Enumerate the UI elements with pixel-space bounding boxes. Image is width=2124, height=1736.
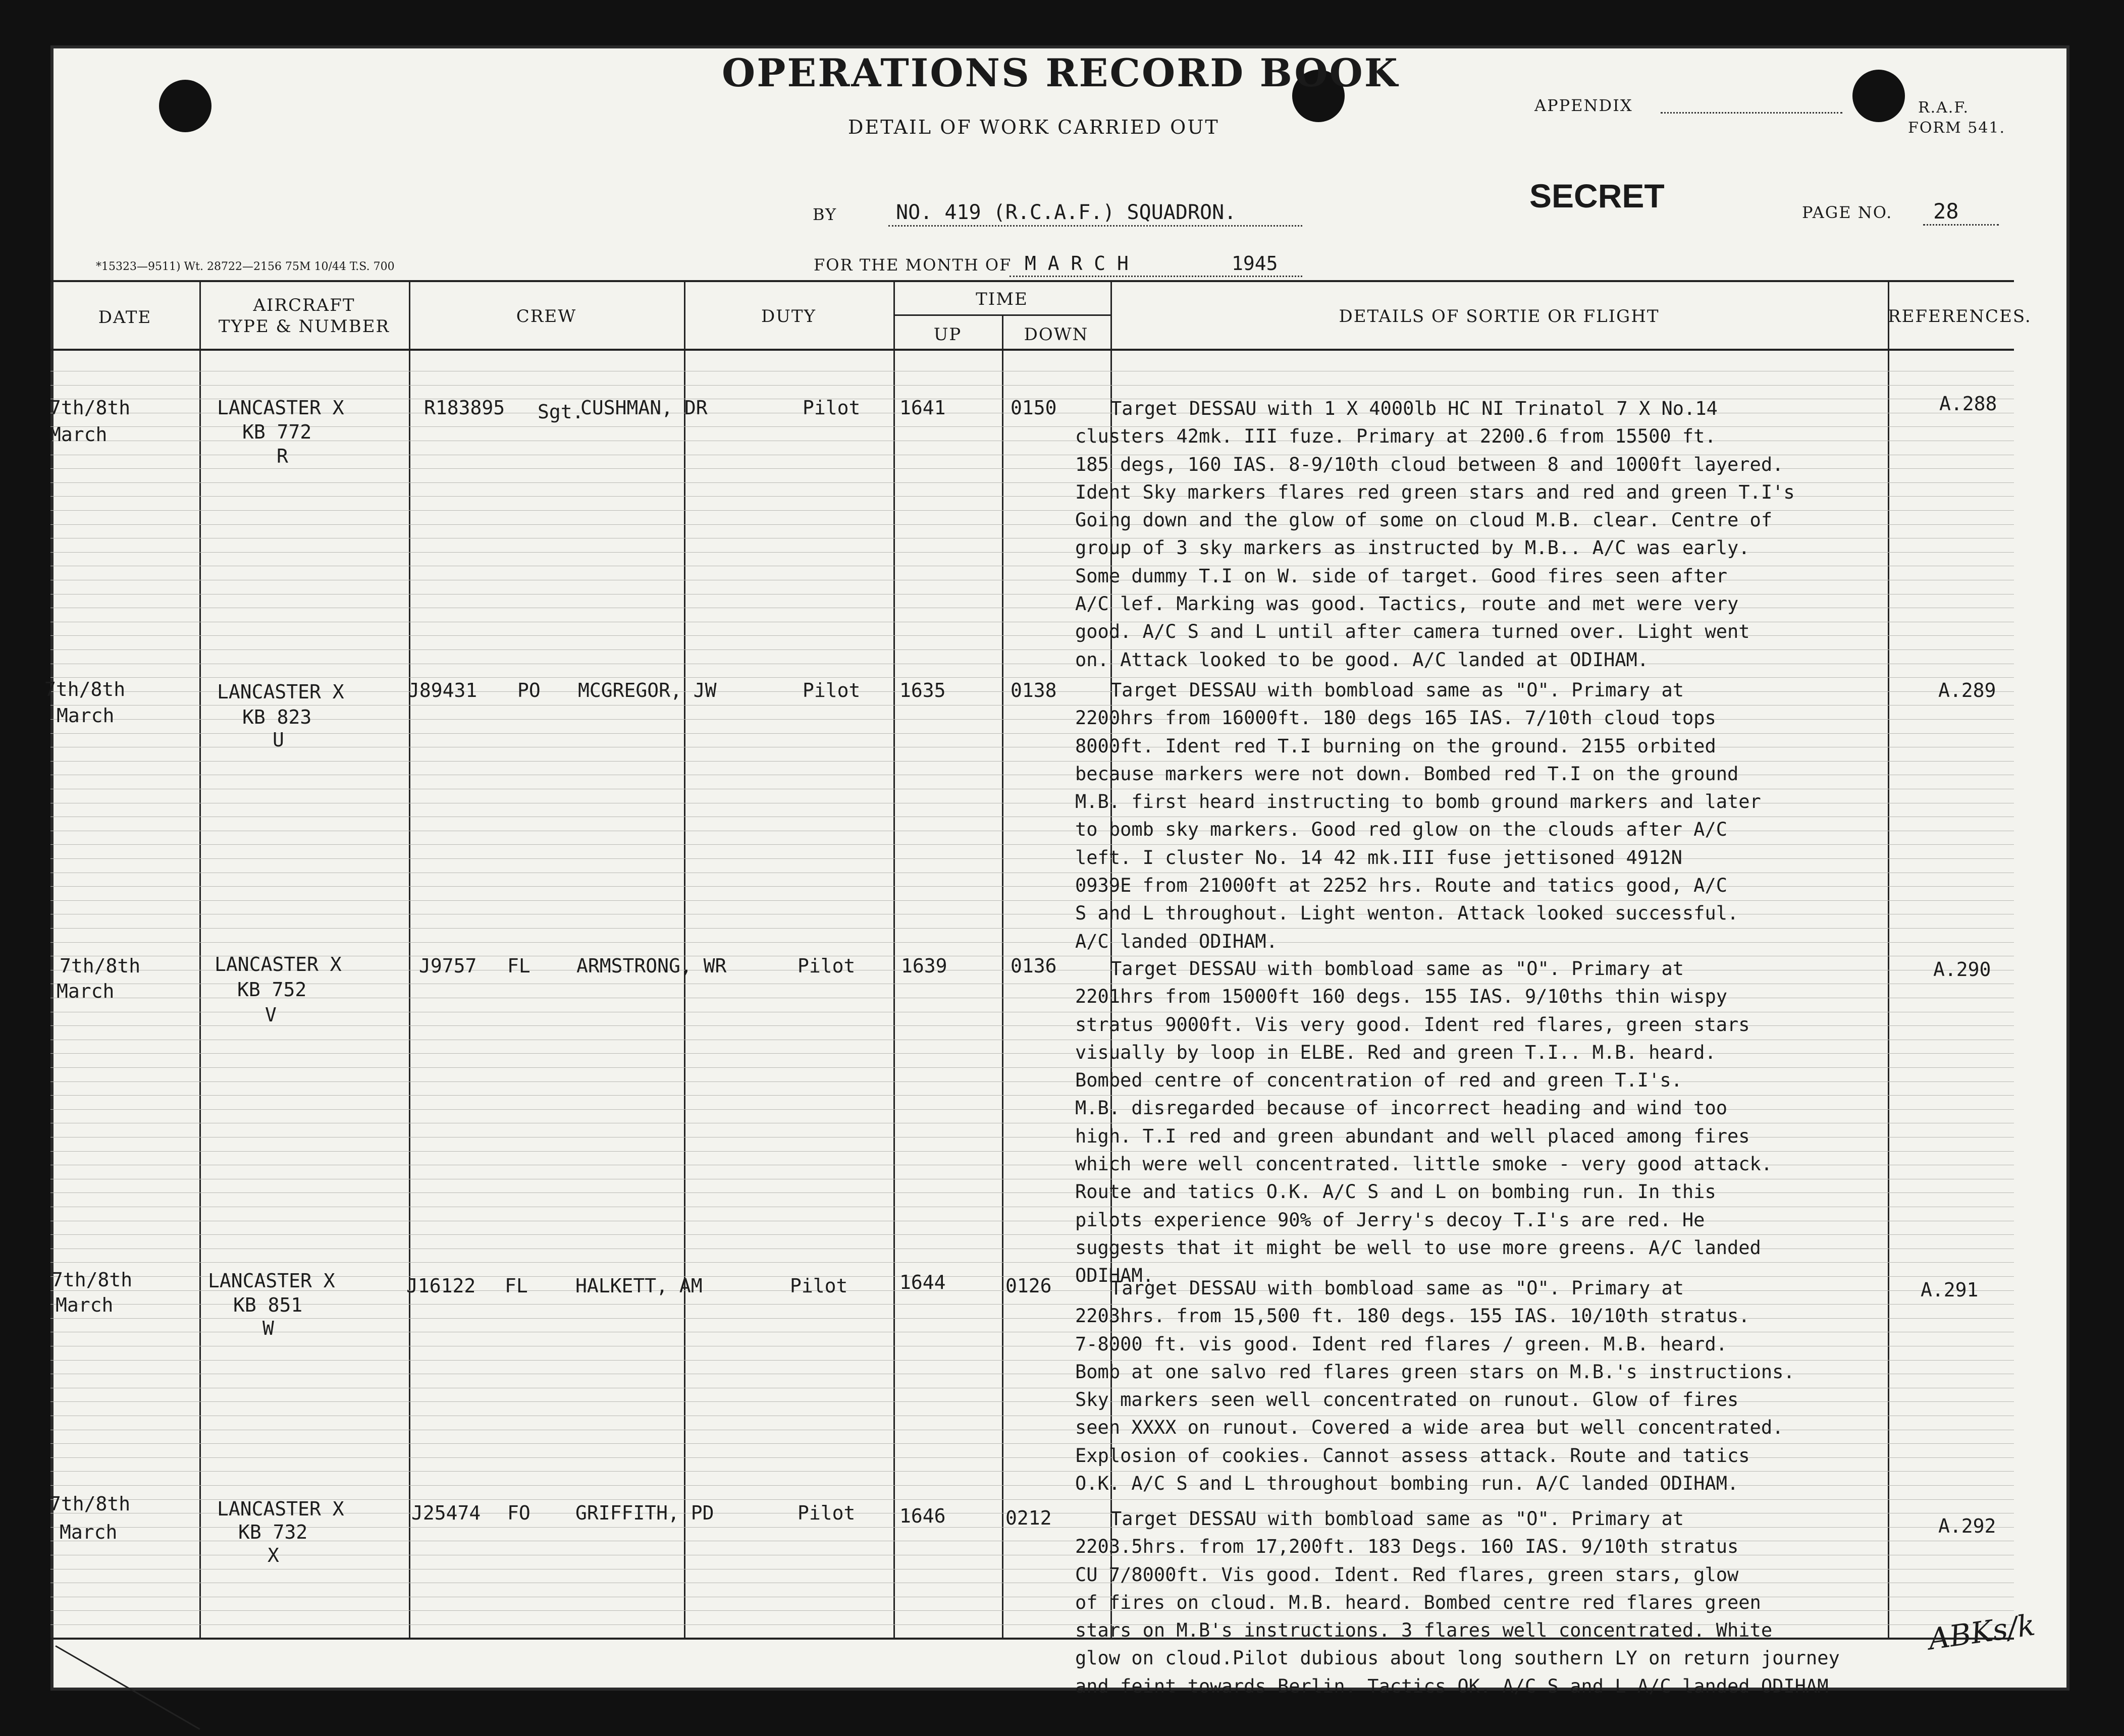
crew-name: GRIFFITH, PD [575,1502,714,1524]
crew-service-number: J9757 [419,955,477,977]
page-subtitle: DETAIL OF WORK CARRIED OUT [848,116,1219,138]
by-line [888,225,1302,227]
detail-line: 0939E from 21000ft at 2252 hrs. Route and tatics good, A/C [1075,875,1728,897]
detail-line: Target DESSAU with bombload same as "O". Primary at [1110,679,1684,701]
aircraft-letter: W [262,1317,274,1339]
detail-line: Target DESSAU with bombload same as "O". Primary at [1110,1508,1684,1530]
detail-line: Going down and the glow of some on cloud M.B. clear. Centre of [1075,509,1773,531]
entry-date-line1: 7th/8th [51,1269,133,1291]
detail-line: Explosion of cookies. Cannot assess attack. Route and tatics [1075,1444,1750,1467]
page-number-line [1923,224,1999,226]
page-title: OPERATIONS RECORD BOOK [722,50,1399,95]
detail-line: stars on M.B's instructions. 3 flares well concentrated. White [1075,1619,1773,1642]
crew-rank: FL [507,955,530,977]
detail-line: S and L throughout. Light wenton. Attack looked successful. [1075,902,1739,925]
col-header-aircraft-sub: TYPE & NUMBER [218,316,390,337]
aircraft-type: LANCASTER X [217,397,344,419]
duty: Pilot [790,1275,848,1297]
col-rule [199,280,201,1638]
reference: A.292 [1938,1515,1996,1537]
time-up: 1641 [899,397,946,419]
by-label: BY [813,205,837,224]
col-header-time: TIME [976,289,1028,309]
squadron-value: NO. 419 (R.C.A.F.) SQUADRON. [896,201,1237,224]
detail-line: 2203hrs. from 15,500 ft. 180 degs. 155 IAS. 10/10th stratus. [1075,1305,1750,1327]
crew-name: MCGREGOR, JW [578,679,717,701]
entry-date-line2: March [56,1294,114,1316]
col-header-details: DETAILS OF SORTIE OR FLIGHT [1339,306,1660,327]
ledger-rule [50,1499,2014,1500]
detail-line: M.B. disregarded because of incorrect heading and wind too [1075,1097,1728,1119]
time-down: 0136 [1011,955,1057,977]
ledger-rule [50,385,2014,386]
detail-line: A/C landed ODIHAM. [1075,930,1278,952]
col-header-duty: DUTY [761,306,817,327]
binder-hole-left-icon [159,80,211,132]
detail-line: suggests that it might be well to use more greens. A/C landed [1075,1236,1761,1259]
detail-line: glow on cloud.Pilot dubious about long southern LY on return journey [1075,1647,1840,1669]
time-up: 1646 [899,1505,946,1527]
col-rule [1002,314,1003,1638]
reference: A.288 [1939,393,1997,415]
initials-signature: ABKs/k [1926,1607,2037,1657]
page-number-label: PAGE NO. [1802,203,1893,222]
appendix-line [1661,112,1842,114]
header-bottom-rule [50,349,2014,351]
entry-date-line2: March [57,704,115,727]
crew-name: HALKETT, AM [575,1275,703,1297]
detail-line: 2203.5hrs. from 17,200ft. 183 Degs. 160 IAS. 9/10th stratus [1075,1536,1739,1558]
reference: A.291 [1921,1279,1979,1301]
reference: A.290 [1933,958,1991,981]
crew-service-number: J89431 [408,679,477,701]
classification-stamp: SECRET [1529,177,1665,214]
sortie-details [1075,955,1963,1290]
reference: A.289 [1938,679,1996,701]
time-up: 1644 [899,1271,946,1293]
detail-line: ODIHAM. [1075,1265,1154,1287]
detail-line: to bomb sky markers. Good red glow on the clouds after A/C [1075,819,1728,841]
detail-line: which were well concentrated. little smoke - very good attack. [1075,1153,1773,1175]
aircraft-letter: R [277,445,288,467]
col-rule [893,280,895,1638]
aircraft-type: LANCASTER X [215,953,342,975]
aircraft-letter: V [265,1004,277,1026]
detail-line: Route and tatics O.K. A/C S and L on bombing run. In this [1075,1181,1716,1203]
aircraft-number: KB 772 [242,421,312,443]
detail-line: because markers were not down. Bombed red T.I on the ground [1075,763,1739,785]
detail-line: Bombed centre of concentration of red and green T.I's. [1075,1069,1682,1092]
detail-line: A/C lef. Marking was good. Tactics, route and met were very [1075,593,1739,615]
sortie-details [1075,676,1963,955]
aircraft-letter: U [273,729,284,751]
crew-service-number: J16122 [406,1275,476,1297]
detail-line: of fires on cloud. M.B. heard. Bombed centre red flares green [1075,1591,1761,1613]
aircraft-type: LANCASTER X [217,1498,344,1520]
page-number-value: 28 [1933,199,1959,224]
table-top-rule [50,280,2014,282]
entry-date-line1: 7th/8th [60,955,141,977]
detail-line: pilots experience 90% of Jerry's decoy T.I's are red. He [1075,1209,1705,1231]
aircraft-number: KB 851 [233,1294,303,1316]
detail-line: 185 degs, 160 IAS. 8-9/10th cloud between 8 and 1000ft layered. [1075,453,1784,475]
crew-rank: FL [505,1275,528,1297]
detail-line: high. T.I red and green abundant and well placed among fires [1075,1125,1750,1147]
month-value: M A R C H [1025,252,1129,275]
form-code-line2: FORM 541. [1908,119,2006,137]
col-rule [409,280,410,1638]
detail-line: Ident Sky markers flares red green stars and red and green T.I's [1075,481,1795,503]
time-up: 1639 [901,955,947,977]
detail-line: 7-8000 ft. vis good. Ident red flares / green. M.B. heard. [1075,1333,1728,1355]
month-label: FOR THE MONTH OF [814,255,1012,275]
detail-line: visually by loop in ELBE. Red and green T.I.. M.B. heard. [1075,1041,1716,1063]
duty: Pilot [798,955,856,977]
time-down: 0212 [1005,1507,1052,1529]
detail-line: M.B. first heard instructing to bomb ground markers and later [1075,791,1761,813]
detail-line: 2201hrs from 15000ft 160 degs. 155 IAS. 9/10ths thin wispy [1075,986,1728,1008]
printer-reference: *15323—9511) Wt. 28722—2156 75M 10/44 T.S. 700 [96,260,395,273]
aircraft-number: KB 752 [237,979,307,1001]
sortie-details [1075,1274,1963,1497]
aircraft-type: LANCASTER X [208,1270,335,1292]
detail-line: 2200hrs from 16000ft. 180 degs 165 IAS. 7/10th cloud tops [1075,707,1716,729]
time-down: 0138 [1011,679,1057,701]
detail-line: stratus 9000ft. Vis very good. Ident red flares, green stars [1075,1013,1750,1036]
detail-line: good. A/C S and L until after camera turned over. Light went [1075,621,1750,643]
aircraft-number: KB 823 [242,706,312,728]
detail-line: group of 3 sky markers as instructed by M.B.. A/C was early. [1075,537,1750,559]
detail-line: Target DESSAU with 1 X 4000lb HC NI Trinatol 7 X No.14 [1110,398,1718,419]
entry-date-line2: March [60,1521,118,1543]
duty: Pilot [798,1502,856,1524]
entry-date-line2: March [57,980,115,1002]
aircraft-type: LANCASTER X [217,681,344,703]
entry-date-line1: 7th/8th [49,1493,131,1515]
crew-name: CUSHMAN, DR [580,397,708,419]
detail-line: Sky markers seen well concentrated on runout. Glow of fires [1075,1389,1739,1411]
crew-name: ARMSTRONG, WR [576,955,727,977]
detail-line: Some dummy T.I on W. side of target. Good fires seen after [1075,565,1728,587]
col-header-references: REFERENCES. [1888,306,2032,327]
crew-rank: FO [507,1502,530,1524]
detail-line: and feint towards Berlin. Tactics OK. A/C S and L A/C landed ODIHAM [1075,1675,1829,1697]
detail-line: on. Attack looked to be good. A/C landed at ODIHAM. [1075,648,1649,671]
col-header-date: DATE [98,307,152,328]
form-code-line1: R.A.F. [1918,99,1970,117]
detail-line: left. I cluster No. 14 42 mk.III fuse jettisoned 4912N [1075,846,1682,869]
detail-line: CU 7/8000ft. Vis good. Ident. Red flares, green stars, glow [1075,1563,1739,1586]
detail-line: Bomb at one salvo red flares green stars on M.B.'s instructions. [1075,1361,1795,1383]
detail-line: seen XXXX on runout. Covered a wide area but well concentrated. [1075,1417,1784,1439]
time-down: 0150 [1011,397,1057,419]
col-header-crew: CREW [516,306,577,327]
detail-line: Target DESSAU with bombload same as "O". Primary at [1110,958,1684,980]
crew-service-number: J25474 [411,1502,481,1524]
col-header-aircraft: AIRCRAFT [253,295,355,315]
entry-date-line1: 7th/8th [44,678,126,700]
col-header-down: DOWN [1024,324,1089,345]
aircraft-number: KB 732 [238,1521,308,1543]
aircraft-letter: X [268,1544,279,1566]
time-up: 1635 [899,679,946,701]
month-line [1010,276,1302,277]
detail-line: Target DESSAU with bombload same as "O". Primary at [1110,1277,1684,1299]
entry-date-line1: 7th/8th [49,397,131,419]
sortie-details [1075,1505,1963,1700]
time-split-rule [893,314,1110,316]
binder-hole-right-icon [1852,70,1905,122]
detail-line: 8000ft. Ident red T.I burning on the ground. 2155 orbited [1075,735,1716,757]
duty: Pilot [803,679,861,701]
crew-rank: PO [517,679,541,701]
duty: Pilot [803,397,861,419]
entry-date-line2: March [49,423,108,446]
appendix-label: APPENDIX [1534,96,1633,115]
year-value: 1945 [1232,252,1278,275]
crew-service-number: R183895 [424,397,505,419]
detail-line: clusters 42mk. III fuze. Primary at 2200.6 from 15500 ft. [1075,425,1716,448]
crew-rank: Sgt. [538,401,584,423]
sortie-details [1075,395,1963,674]
time-down: 0126 [1005,1275,1052,1297]
col-header-up: UP [933,324,962,345]
detail-line: O.K. A/C S and L throughout bombing run. A/C landed ODIHAM. [1075,1473,1739,1495]
